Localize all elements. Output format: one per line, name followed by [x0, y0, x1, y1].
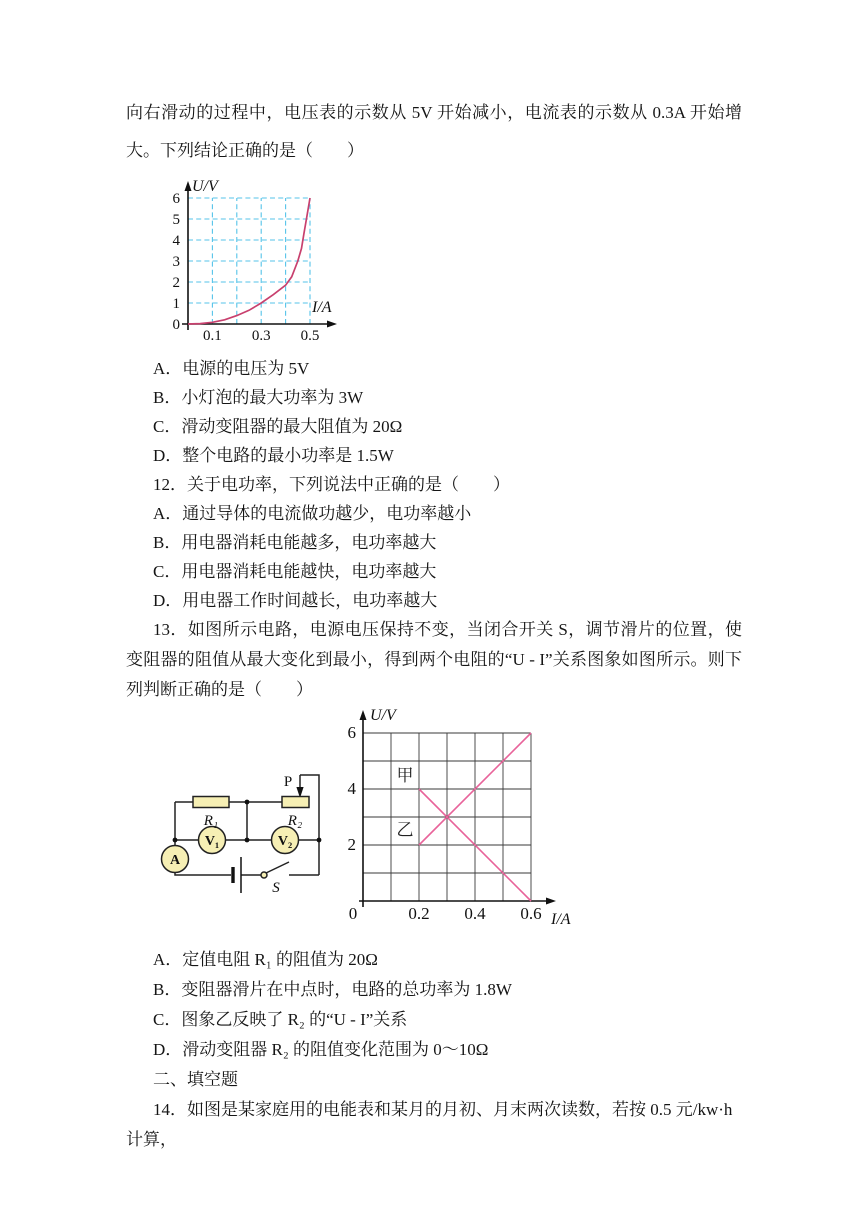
q11-option-d: D．整个电路的最小功率是 1.5W: [153, 446, 394, 465]
svg-text:甲: 甲: [396, 766, 414, 785]
q13-option-c: C．图象乙反映了 R₂ 的“U - I”关系: [153, 1010, 408, 1029]
svg-text:0.2: 0.2: [408, 904, 430, 923]
q12-option-a: A．通过导体的电流做功越少，电功率越小: [153, 504, 472, 523]
svg-text:0.1: 0.1: [203, 328, 222, 344]
resistor2-label: R₂: [287, 813, 303, 829]
question-14-stem: 14．如图是某家庭用的电能表和某月的月初、月末两次读数，若按 0.5 元/kw·h 计算，: [126, 1100, 733, 1149]
svg-text:6: 6: [172, 191, 180, 207]
ui-chart-svg: [337, 705, 587, 931]
switch-lever: [266, 862, 289, 873]
svg-text:0: 0: [348, 904, 358, 923]
q12-option-d: D．用电器工作时间越长，电功率越大: [153, 591, 438, 610]
svg-text:5: 5: [172, 212, 180, 228]
svg-text:2: 2: [172, 275, 180, 291]
q12-option-b: B．用电器消耗电能越多，电功率越大: [153, 533, 437, 552]
q12-option-c: C．用电器消耗电能越快，电功率越大: [153, 562, 437, 581]
q13-option-d: D．滑动变阻器 R₂ 的阻值变化范围为 0～10Ω: [153, 1040, 489, 1059]
svg-text:4: 4: [347, 779, 356, 798]
svg-text:I/A: I/A: [551, 911, 571, 928]
q11-option-b: B．小灯泡的最大功率为 3W: [153, 388, 364, 407]
svg-text:1: 1: [172, 296, 180, 312]
question-12-options: [126, 499, 742, 615]
question-11-options: [126, 354, 742, 470]
svg-text:4: 4: [172, 233, 180, 249]
svg-text:0.3: 0.3: [251, 328, 271, 344]
question-12-stem: 12．关于电功率，下列说法中正确的是（ ）: [153, 475, 510, 494]
question-13-options: [126, 945, 742, 1065]
svg-text:U/V: U/V: [370, 707, 396, 724]
junction-dot: [245, 838, 250, 843]
question-13-stem: 13．如图所示电路，电源电压保持不变，当闭合开关 S，调节滑片的位置，使变阻器的阻值从最大变化到最小，得到两个电阻的“U - I”关系图象如图所示。则下列判断正确的是（ ）: [126, 620, 742, 699]
svg-text:0: 0: [172, 317, 180, 333]
svg-text:3: 3: [172, 254, 180, 270]
svg-text:2: 2: [347, 835, 356, 854]
svg-text:乙: 乙: [396, 820, 414, 840]
junction-dot: [173, 838, 178, 843]
svg-text:6: 6: [347, 723, 356, 742]
q13-option-a: A．定值电阻 R₁ 的阻值为 20Ω: [153, 950, 378, 969]
switch-label: S: [272, 880, 280, 896]
q11-option-c: C．滑动变阻器的最大阻值为 20Ω: [153, 417, 403, 436]
lamp-ui-chart: [162, 178, 742, 350]
section-2-heading: 二、填空题: [153, 1070, 238, 1089]
svg-text:0.6: 0.6: [520, 904, 542, 923]
rheostat-symbol: [282, 797, 309, 808]
question-11-intro: 向右滑动的过程中，电压表的示数从 5V 开始减小，电流表的示数从 0.3A 开始增大。下列结论正确的是（ ）: [126, 103, 742, 160]
svg-text:U/V: U/V: [192, 178, 218, 195]
svg-text:0.4: 0.4: [464, 904, 486, 923]
junction-dot: [245, 800, 250, 805]
q13-option-b: B．变阻器滑片在中点时，电路的总功率为 1.8W: [153, 980, 512, 999]
ammeter-label: A: [169, 853, 181, 868]
svg-text:0.5: 0.5: [300, 328, 320, 344]
lamp-ui-chart-svg: [162, 178, 344, 348]
q11-option-a: A．电源的电压为 5V: [153, 359, 310, 378]
circuit-diagram: [152, 755, 337, 907]
resistor1-symbol: [193, 797, 229, 808]
slider-label: P: [283, 774, 293, 790]
voltmeter1-label: V₁: [204, 834, 220, 849]
question-13-figure: [152, 705, 742, 937]
resistor1-label: R₁: [203, 813, 219, 829]
svg-text:I/A: I/A: [312, 299, 332, 316]
voltmeter2-label: V₂: [277, 834, 293, 849]
junction-dot: [317, 838, 322, 843]
